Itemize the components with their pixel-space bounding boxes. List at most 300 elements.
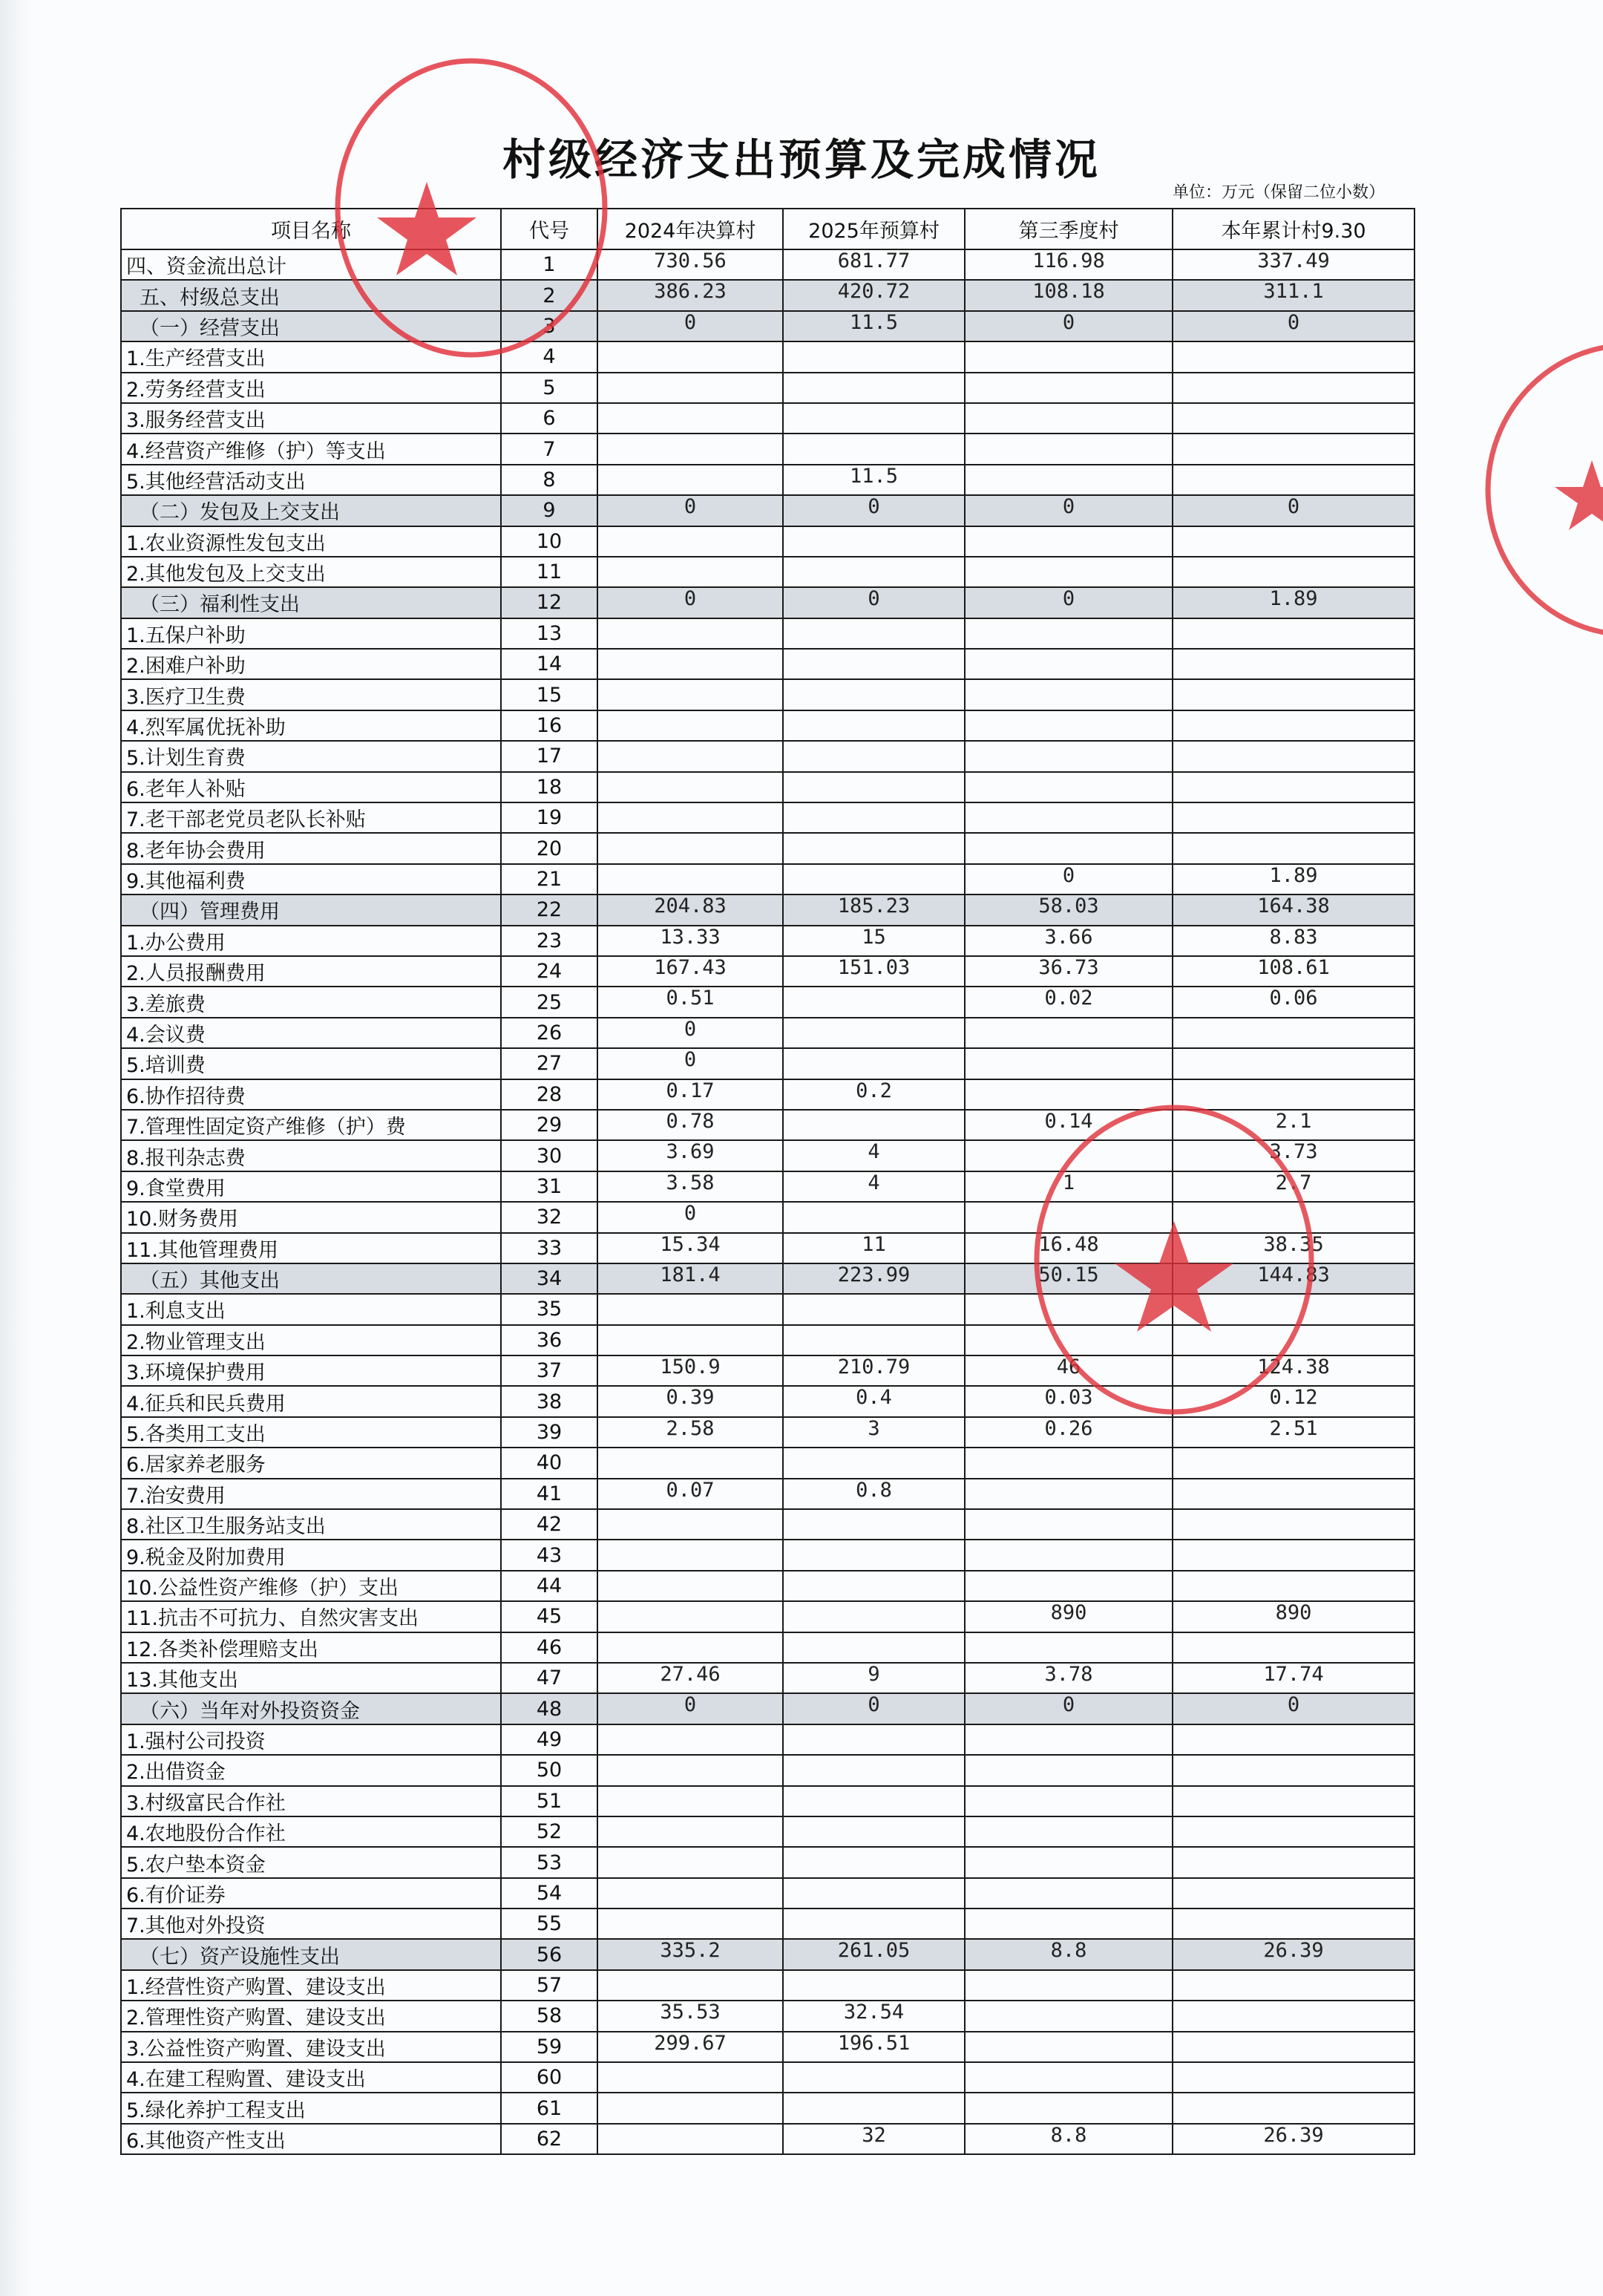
row-value-2024: 386.23 (597, 280, 783, 310)
row-value-q3: 58.03 (965, 894, 1173, 925)
row-name: （三）福利性支出 (121, 587, 501, 618)
row-name: 4.烈军属优抚补助 (121, 710, 501, 741)
row-value-2025 (783, 1571, 965, 1601)
row-name: 11.抗击不可抗力、自然灾害支出 (121, 1601, 501, 1632)
row-value-2024 (597, 1970, 783, 2001)
row-value-ytd (1173, 341, 1414, 372)
row-value-ytd (1173, 1509, 1414, 1540)
row-value-2024 (597, 557, 783, 587)
row-value-2025 (783, 833, 965, 863)
row-name: 2.管理性资产购置、建设支出 (121, 2001, 501, 2031)
table-row (121, 2001, 1414, 2031)
row-code: 26 (501, 1018, 597, 1048)
row-value-2024: 0.17 (597, 1079, 783, 1110)
table-row (121, 802, 1414, 833)
table-row (121, 833, 1414, 863)
row-value-ytd: 0 (1173, 311, 1414, 341)
row-name: 7.老干部老党员老队长补贴 (121, 802, 501, 833)
row-value-2025 (783, 1847, 965, 1877)
row-value-q3 (965, 1202, 1173, 1232)
row-value-ytd: 17.74 (1173, 1663, 1414, 1693)
row-value-q3 (965, 2093, 1173, 2123)
row-code: 37 (501, 1355, 597, 1386)
row-value-2024: 0 (597, 1693, 783, 1724)
row-value-ytd (1173, 679, 1414, 710)
row-value-ytd: 890 (1173, 1601, 1414, 1632)
row-name: 3.差旅费 (121, 987, 501, 1017)
row-name: 9.税金及附加费用 (121, 1540, 501, 1570)
table-row (121, 341, 1414, 372)
row-value-ytd (1173, 618, 1414, 649)
row-code: 23 (501, 926, 597, 956)
row-code: 61 (501, 2093, 597, 2123)
table-row (121, 1755, 1414, 1785)
row-value-q3 (965, 1970, 1173, 2001)
header-name: 项目名称 (121, 209, 501, 249)
header-2024: 2024年决算村 (597, 209, 783, 249)
table-row (121, 1417, 1414, 1448)
row-value-2024: 335.2 (597, 1939, 783, 1969)
table-row (121, 373, 1414, 403)
row-value-2024 (597, 434, 783, 464)
table-row (121, 987, 1414, 1017)
table-row (121, 1018, 1414, 1048)
row-value-ytd (1173, 1202, 1414, 1232)
row-value-2025: 32 (783, 2124, 965, 2154)
row-code: 2 (501, 280, 597, 310)
row-code: 17 (501, 741, 597, 771)
row-value-2025 (783, 741, 965, 771)
row-code: 22 (501, 894, 597, 925)
row-code: 30 (501, 1140, 597, 1171)
row-value-2025 (783, 2062, 965, 2093)
table-row (121, 1540, 1414, 1570)
row-code: 41 (501, 1479, 597, 1509)
row-value-2024 (597, 1632, 783, 1663)
row-value-ytd (1173, 833, 1414, 863)
row-value-ytd (1173, 1448, 1414, 1478)
row-value-2024: 167.43 (597, 956, 783, 987)
row-code: 57 (501, 1970, 597, 2001)
row-value-q3: 108.18 (965, 280, 1173, 310)
row-value-2024 (597, 1448, 783, 1478)
table-row (121, 1202, 1414, 1232)
row-value-2024: 2.58 (597, 1417, 783, 1448)
table-row (121, 894, 1414, 925)
row-value-2025 (783, 1018, 965, 1048)
row-name: （一）经营支出 (121, 311, 501, 341)
row-name: 2.出借资金 (121, 1755, 501, 1785)
row-value-2024: 299.67 (597, 2032, 783, 2062)
table-row (121, 1878, 1414, 1909)
row-value-ytd: 38.35 (1173, 1233, 1414, 1263)
row-value-2025 (783, 802, 965, 833)
row-value-q3: 8.8 (965, 2124, 1173, 2154)
row-value-ytd: 1.89 (1173, 587, 1414, 618)
row-value-2024: 0 (597, 311, 783, 341)
row-value-q3 (965, 1540, 1173, 1570)
row-name: 1.经营性资产购置、建设支出 (121, 1970, 501, 2001)
row-value-2024 (597, 2062, 783, 2093)
row-value-2024 (597, 1878, 783, 1909)
table-row (121, 741, 1414, 771)
row-code: 34 (501, 1263, 597, 1294)
row-value-ytd (1173, 1786, 1414, 1816)
row-value-q3 (965, 802, 1173, 833)
row-value-ytd: 144.83 (1173, 1263, 1414, 1294)
row-name: 3.环境保护费用 (121, 1355, 501, 1386)
row-value-2024 (597, 1509, 783, 1540)
row-code: 5 (501, 373, 597, 403)
row-code: 62 (501, 2124, 597, 2154)
row-name: 1.强村公司投资 (121, 1724, 501, 1755)
row-value-q3: 0 (965, 311, 1173, 341)
row-value-ytd: 0 (1173, 1693, 1414, 1724)
row-value-2025 (783, 1509, 965, 1540)
row-value-ytd (1173, 741, 1414, 771)
table-row (121, 1693, 1414, 1724)
row-code: 48 (501, 1693, 597, 1724)
row-value-2024: 730.56 (597, 249, 783, 280)
row-value-2025: 32.54 (783, 2001, 965, 2031)
table-row (121, 864, 1414, 894)
table-row (121, 956, 1414, 987)
row-name: 1.利息支出 (121, 1294, 501, 1324)
budget-table (120, 208, 1415, 2155)
row-value-2025 (783, 1755, 965, 1785)
row-value-2024: 13.33 (597, 926, 783, 956)
table-row (121, 1171, 1414, 1202)
row-value-2025: 223.99 (783, 1263, 965, 1294)
row-value-ytd (1173, 2062, 1414, 2093)
table-row (121, 1294, 1414, 1324)
row-name: 5.其他经营活动支出 (121, 465, 501, 495)
row-value-q3: 116.98 (965, 249, 1173, 280)
table-row (121, 495, 1414, 526)
row-code: 13 (501, 618, 597, 649)
row-value-ytd (1173, 1018, 1414, 1048)
row-name: 11.其他管理费用 (121, 1233, 501, 1263)
row-name: 8.报刊杂志费 (121, 1140, 501, 1171)
row-value-2025 (783, 679, 965, 710)
row-name: （四）管理费用 (121, 894, 501, 925)
table-row (121, 1786, 1414, 1816)
row-value-2024 (597, 1816, 783, 1847)
row-code: 16 (501, 710, 597, 741)
row-name: 8.社区卫生服务站支出 (121, 1509, 501, 1540)
table-row (121, 1509, 1414, 1540)
row-value-q3 (965, 1325, 1173, 1355)
table-row (121, 926, 1414, 956)
row-value-2024: 0 (597, 1018, 783, 1048)
row-value-2024 (597, 1325, 783, 1355)
table-row (121, 280, 1414, 310)
row-value-2025 (783, 772, 965, 802)
row-value-ytd (1173, 710, 1414, 741)
row-value-q3 (965, 1847, 1173, 1877)
table-row (121, 1448, 1414, 1478)
row-code: 39 (501, 1417, 597, 1448)
table-row (121, 649, 1414, 679)
table-row (121, 772, 1414, 802)
row-value-q3 (965, 1878, 1173, 1909)
row-value-ytd: 2.51 (1173, 1417, 1414, 1448)
row-code: 50 (501, 1755, 597, 1785)
row-name: 6.老年人补贴 (121, 772, 501, 802)
row-value-ytd (1173, 1816, 1414, 1847)
table-row (121, 679, 1414, 710)
row-code: 15 (501, 679, 597, 710)
row-value-2024: 0.07 (597, 1479, 783, 1509)
row-name: 5.各类用工支出 (121, 1417, 501, 1448)
row-value-q3: 36.73 (965, 956, 1173, 987)
row-code: 47 (501, 1663, 597, 1693)
row-value-ytd: 0.12 (1173, 1386, 1414, 1416)
row-code: 56 (501, 1939, 597, 1969)
row-value-2025 (783, 341, 965, 372)
row-name: 2.其他发包及上交支出 (121, 557, 501, 587)
row-value-2025 (783, 987, 965, 1017)
row-value-2025 (783, 1294, 965, 1324)
table-row (121, 1909, 1414, 1939)
row-value-ytd (1173, 1755, 1414, 1785)
row-name: 2.物业管理支出 (121, 1325, 501, 1355)
row-value-ytd (1173, 1909, 1414, 1939)
row-value-ytd (1173, 1632, 1414, 1663)
row-value-2024 (597, 341, 783, 372)
row-value-2024: 0.78 (597, 1110, 783, 1140)
row-value-ytd: 164.38 (1173, 894, 1414, 925)
row-value-2024 (597, 2093, 783, 2123)
row-name: 3.服务经营支出 (121, 403, 501, 434)
row-name: 5.绿化养护工程支出 (121, 2093, 501, 2123)
row-code: 60 (501, 2062, 597, 2093)
table-row (121, 587, 1414, 618)
table-row (121, 1939, 1414, 1969)
row-code: 38 (501, 1386, 597, 1416)
row-value-2024: 0.51 (597, 987, 783, 1017)
row-value-ytd: 311.1 (1173, 280, 1414, 310)
row-value-2025 (783, 864, 965, 894)
row-name: （五）其他支出 (121, 1263, 501, 1294)
row-name: 9.食堂费用 (121, 1171, 501, 1202)
row-code: 58 (501, 2001, 597, 2031)
row-value-2025: 4 (783, 1140, 965, 1171)
table-row (121, 311, 1414, 341)
row-value-ytd (1173, 772, 1414, 802)
row-code: 55 (501, 1909, 597, 1939)
row-name: 1.五保户补助 (121, 618, 501, 649)
row-value-ytd: 124.38 (1173, 1355, 1414, 1386)
row-value-q3 (965, 403, 1173, 434)
row-code: 18 (501, 772, 597, 802)
row-name: 3.医疗卫生费 (121, 679, 501, 710)
row-name: 5.培训费 (121, 1048, 501, 1079)
row-code: 6 (501, 403, 597, 434)
table-header-row (121, 209, 1414, 249)
row-value-q3 (965, 1048, 1173, 1079)
row-name: 6.协作招待费 (121, 1079, 501, 1110)
row-value-2024 (597, 526, 783, 557)
row-value-ytd (1173, 1048, 1414, 1079)
row-value-2025: 0 (783, 1693, 965, 1724)
row-value-2025: 196.51 (783, 2032, 965, 2062)
row-name: 5.农户垫本资金 (121, 1847, 501, 1877)
table-row (121, 1386, 1414, 1416)
table-row (121, 249, 1414, 280)
row-code: 40 (501, 1448, 597, 1478)
row-value-q3: 0.02 (965, 987, 1173, 1017)
row-name: 7.管理性固定资产维修（护）费 (121, 1110, 501, 1140)
row-value-q3 (965, 373, 1173, 403)
row-value-2025: 11.5 (783, 311, 965, 341)
table-row (121, 1571, 1414, 1601)
row-value-q3 (965, 1479, 1173, 1509)
row-code: 29 (501, 1110, 597, 1140)
row-code: 19 (501, 802, 597, 833)
row-value-2024 (597, 741, 783, 771)
row-value-q3: 0.26 (965, 1417, 1173, 1448)
row-value-q3: 0 (965, 495, 1173, 526)
table-row (121, 1325, 1414, 1355)
row-value-q3 (965, 341, 1173, 372)
row-value-2025: 11 (783, 1233, 965, 1263)
row-value-2025: 0.2 (783, 1079, 965, 1110)
row-value-q3 (965, 1724, 1173, 1755)
row-value-ytd (1173, 649, 1414, 679)
row-value-ytd (1173, 526, 1414, 557)
row-value-2024: 150.9 (597, 1355, 783, 1386)
row-value-2025: 3 (783, 1417, 965, 1448)
table-row (121, 403, 1414, 434)
row-value-q3 (965, 2062, 1173, 2093)
row-name: 3.村级富民合作社 (121, 1786, 501, 1816)
table-row (121, 1140, 1414, 1171)
table-row (121, 526, 1414, 557)
row-value-ytd (1173, 1294, 1414, 1324)
row-code: 46 (501, 1632, 597, 1663)
row-code: 14 (501, 649, 597, 679)
row-value-q3 (965, 1294, 1173, 1324)
row-value-ytd: 1.89 (1173, 864, 1414, 894)
row-value-2024: 3.69 (597, 1140, 783, 1171)
row-name: 1.生产经营支出 (121, 341, 501, 372)
row-name: 1.农业资源性发包支出 (121, 526, 501, 557)
header-ytd: 本年累计村9.30 (1173, 209, 1414, 249)
row-value-q3 (965, 1509, 1173, 1540)
row-code: 45 (501, 1601, 597, 1632)
row-value-2024 (597, 618, 783, 649)
row-value-2024 (597, 1540, 783, 1570)
table-row (121, 710, 1414, 741)
row-value-2025 (783, 1110, 965, 1140)
table-row (121, 618, 1414, 649)
header-2025: 2025年预算村 (783, 209, 965, 249)
table-row (121, 1355, 1414, 1386)
row-value-q3 (965, 557, 1173, 587)
row-value-q3 (965, 1755, 1173, 1785)
row-name: 四、资金流出总计 (121, 249, 501, 280)
row-code: 43 (501, 1540, 597, 1570)
row-value-2025 (783, 373, 965, 403)
row-value-ytd (1173, 1970, 1414, 2001)
row-value-q3 (965, 679, 1173, 710)
row-value-2025: 0 (783, 495, 965, 526)
table-row (121, 1663, 1414, 1693)
row-name: 4.会议费 (121, 1018, 501, 1048)
row-value-q3: 0.14 (965, 1110, 1173, 1140)
row-value-2024 (597, 710, 783, 741)
row-value-q3: 46 (965, 1355, 1173, 1386)
row-value-ytd: 3.73 (1173, 1140, 1414, 1171)
row-value-2024 (597, 833, 783, 863)
row-value-2025: 210.79 (783, 1355, 965, 1386)
table-row (121, 1816, 1414, 1847)
row-value-2025 (783, 649, 965, 679)
row-code: 24 (501, 956, 597, 987)
row-name: 6.其他资产性支出 (121, 2124, 501, 2154)
row-value-2024 (597, 1601, 783, 1632)
row-value-q3 (965, 710, 1173, 741)
row-code: 49 (501, 1724, 597, 1755)
row-value-q3 (965, 741, 1173, 771)
row-value-2024: 204.83 (597, 894, 783, 925)
row-value-2024 (597, 373, 783, 403)
row-value-2025: 0.8 (783, 1479, 965, 1509)
row-value-q3 (965, 1571, 1173, 1601)
row-value-2024: 15.34 (597, 1233, 783, 1263)
table-row (121, 2093, 1414, 2123)
row-value-2024 (597, 465, 783, 495)
row-name: 4.征兵和民兵费用 (121, 1386, 501, 1416)
row-value-2024 (597, 1909, 783, 1939)
table-body (121, 249, 1414, 2154)
row-value-ytd (1173, 1571, 1414, 1601)
table-row (121, 2124, 1414, 2154)
row-value-q3: 0 (965, 587, 1173, 618)
row-code: 8 (501, 465, 597, 495)
table-row (121, 1601, 1414, 1632)
row-value-2024 (597, 772, 783, 802)
table-row (121, 1233, 1414, 1263)
row-value-2025 (783, 1632, 965, 1663)
row-code: 35 (501, 1294, 597, 1324)
row-value-q3 (965, 833, 1173, 863)
row-name: 2.人员报酬费用 (121, 956, 501, 987)
row-code: 28 (501, 1079, 597, 1110)
row-code: 59 (501, 2032, 597, 2062)
row-code: 54 (501, 1878, 597, 1909)
row-value-ytd: 2.1 (1173, 1110, 1414, 1140)
row-value-2025: 9 (783, 1663, 965, 1693)
row-name: 2.劳务经营支出 (121, 373, 501, 403)
seal-right-edge-icon (1481, 334, 1603, 646)
row-value-ytd (1173, 1325, 1414, 1355)
row-value-q3 (965, 1816, 1173, 1847)
row-value-2025: 15 (783, 926, 965, 956)
row-value-2024: 3.58 (597, 1171, 783, 1202)
table-row (121, 465, 1414, 495)
row-value-2025 (783, 526, 965, 557)
row-value-2024: 0 (597, 587, 783, 618)
row-name: 7.其他对外投资 (121, 1909, 501, 1939)
row-value-ytd (1173, 373, 1414, 403)
table-row (121, 1263, 1414, 1294)
row-code: 12 (501, 587, 597, 618)
row-value-2025 (783, 1540, 965, 1570)
row-value-ytd: 0.06 (1173, 987, 1414, 1017)
row-name: 8.老年协会费用 (121, 833, 501, 863)
